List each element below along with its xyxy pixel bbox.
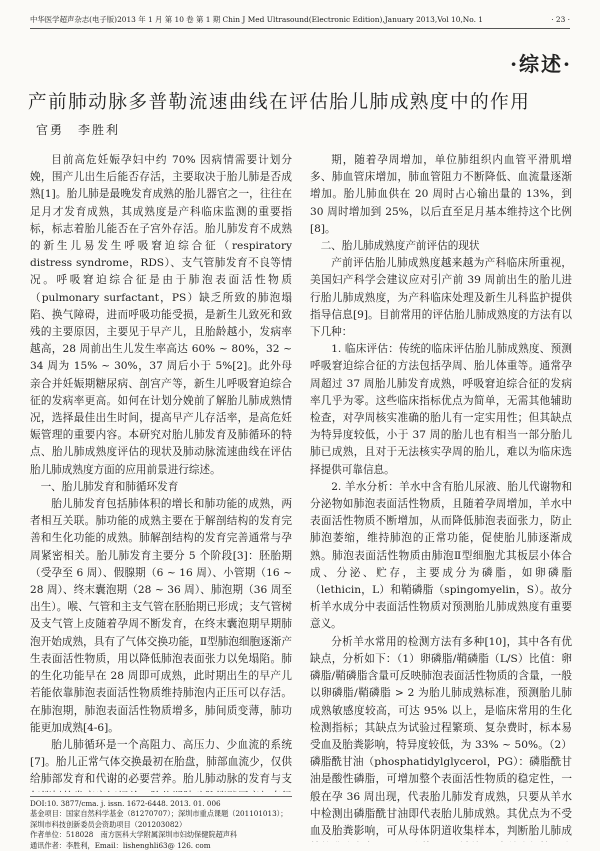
body-paragraph: 胎儿肺循环是一个高阻力、高压力、少血流的系统[7]。胎儿正常气体交换最初在胎盘，肺部血流少，仅供给肺部发育和代谢的必要营养。胎儿肺动脉的发育与支: [30, 738, 292, 786]
section-heading: 二、胎儿肺成熟度产前评估的现状: [320, 240, 480, 253]
body-paragraph: 2. 羊水分析：羊水中含有胎儿尿液、胎儿代谢物和分泌物如肺泡表面活性物质，且随着孕周增加，羊水中表面活性物质不断增加，从而降低肺泡表面张力，防止肺泡萎缩，维持肺泡的正常功能，促使胎儿肺逐渐成熟。肺泡表面活性物质由肺泡Ⅱ型细胞尤其板层小体合成、分泌、贮存，主要成分为磷脂，如卵磷脂（lethicin，L）和鞘磷脂（spingomyelin，S）。故分析羊水成分中表面活性物质对预测胎儿肺成熟度有重要意义。: [310, 480, 572, 631]
footnote-doi: DOI:10. 3877/cma. j. issn. 1672-6448. 2013. 01. 006: [30, 799, 221, 808]
body-paragraph: 目前高危妊娠孕妇中约 70% 因病情需要计划分娩，围产儿出生后能否存活，主要取决于胎儿肺是否成熟[1]。胎儿肺是最晚发育成熟的胎儿器官之一，往往在足月才发育成熟，其成熟度是产科临床监测的重要指标，标志着胎儿能否在子宫外存活。胎儿肺发育不成熟的新生儿易发生呼吸窘迫综合征（respiratory distress syndrome，RDS）、支气管肺发育不良等情况。呼吸窘迫综合征是由于肺泡表面活性物质（pulmonary surfactant，PS）缺乏所致的肺泡塌陷、换气障碍，进而呼吸功能受损，是新生儿致死和致残的主要原因，主要见于早产儿，且胎龄越小，发病率越高，28 周前出生儿发生率高达 60% ~ 80%，32 ~ 34 周为 15% ~ 30%，37 周后小于 5%[2]。此外母亲合并妊娠期糖尿病、剖宫产等，新生儿呼吸窘迫综合征的发病率更高。如何在计划分娩前了解胎儿肺成熟情况，选择最佳出生时间，提高早产儿存活率，是高危妊娠管理的重要内容。本研究对胎儿肺发育及肺循环的特点、胎儿肺成熟度评估的现状及肺动脉流速曲线在评估胎儿肺成熟度方面的应用前景进行综述。: [30, 154, 292, 476]
running-header: [30, 14, 570, 29]
footnote-funding: 基金项目：国家自然科学基金（81270707）；深圳市重点课题（201101013）；深圳市科技创新委员会资助项目（201203082）: [30, 809, 288, 829]
body-paragraph: 期，随着孕周增加，单位肺组织内血管平滑肌增多、肺血管床增加，肺血管阻力不断降低、血流量逐渐增加。胎儿肺血供在 20 周时占心输出量的 13%，到 30 周时增加到 25%，以后直至足月基本维持这个比例[8]。: [310, 154, 572, 235]
section-tag: ·综述·: [510, 52, 572, 76]
page-number: · 23 ·: [551, 15, 570, 24]
footnotes: [30, 796, 292, 851]
body-column-right: [310, 152, 572, 842]
body-paragraph: 产前评估胎儿肺成熟度越来越为产科临床所重视，美国妇产科学会建议应对引产前 39 周前出生的胎儿进行胎儿肺成熟度，为产科临床处理及新生儿科监护提供指导信息[9]。目前常用的评估胎儿肺成熟度的方法有以下几种：: [310, 257, 572, 339]
body-column-left: [30, 152, 292, 792]
footnote-correspondence: 通讯作者：李胜利，Email：lishenghli63@ 126. com: [30, 840, 211, 850]
article-title: 产前肺动脉多普勒流速曲线在评估胎儿肺成熟度中的作用: [28, 92, 531, 113]
body-paragraph: 胎儿肺发育包括肺体积的增长和肺功能的成熟，两者相互关联。肺功能的成熟主要在于解剖结构的发育完善和生化功能的成熟。肺解剖结构的发育完善通常与孕周紧密相关。胎儿肺发育主要分 5 个阶段[3]：胚胎期（受孕至 6 周）、假腺期（6 ~ 16 周）、小管期（16 ~ 28 周）、终末囊泡期（28 ~ 36 周）、肺泡期（36 周至出生）。喉、气管和主支气管在胚胎期已形成；支气管树及支气管上皮随着孕周不断发育，在终末囊泡期早期肺泡开始成熟，具有了气体交换功能，Ⅱ型肺泡细胞逐渐产生表面活性物质，用以降低肺泡表面张力以免塌陷。肺的生化功能早在 28 周即可成熟，此时期出生的早产儿若能依靠肺泡表面活性物质维持肺泡内正压可以存活。在肺泡期，肺泡表面活性物质增多，肺间质变薄，肺功能更加成熟[4-6]。: [30, 498, 292, 734]
section-heading: 一、胎儿肺发育和肺循环发育: [40, 480, 179, 493]
authors: 官勇 李胜利: [36, 123, 121, 137]
footnote-affiliation: 作者单位：518028 南方医科大学附属深圳市妇幼保健院超声科: [30, 830, 238, 840]
body-paragraph: 1. 临床评估：传统的临床评估胎儿肺成熟度、预测呼吸窘迫综合征的方法包括孕周、胎儿体重等。通常孕周超过 37 周胎儿肺发育成熟，呼吸窘迫综合征的发病率几乎为零。这些临床指标优点为简单，无需其他辅助检查，对孕周核实准确的胎儿有一定实用性；但其缺点为特异度较低，小于 37 周的胎儿也有相当一部分胎儿肺已成熟，且对于无法核实孕周的胎儿，难以为临床选择提供可靠信息。: [310, 343, 572, 476]
journal-running-title: 中华医学超声杂志(电子版)2013 年 1 月 第 10 卷 第 1 期 Chin J Med Ultrasound(Electronic Edition),January 2013,Vol 10,No. 1: [30, 15, 483, 24]
body-paragraph: 分析羊水常用的检测方法有多种[10]，其中各有优缺点，分析如下：（1）卵磷脂/鞘磷脂（L/S）比值：卵磷脂/鞘磷脂含量可反映肺泡表面活性物质的含量，一般以卵磷脂/鞘磷脂 > 2 为胎儿肺成熟标准，预测胎儿肺成熟敏感度较高，可达 95% 以上，是临床常用的生化检测指标；其缺点为试验过程繁琐、复杂费时，标本易受血及胎粪影响，特异度较低，为 33% ~ 50%。（2）磷脂酰甘油（phosphatidylglycerol，PG）：磷脂酰甘油是酸性磷脂，可增加整个表面活性物质的稳定性，一般在孕 36 周出现，代表胎儿肺发育成熟，只要从羊水中检测出磷脂酰甘油即代表胎儿肺成熟。其优点为不受血及胎粪影响，可从母体阴道收集样本，判断胎儿肺成: [310, 635, 572, 837]
